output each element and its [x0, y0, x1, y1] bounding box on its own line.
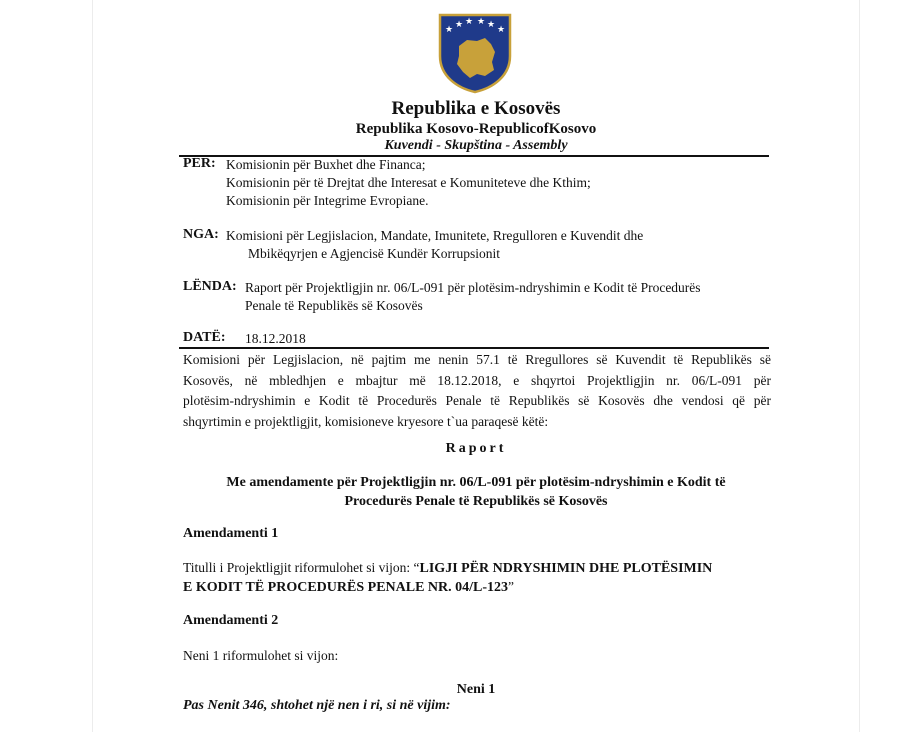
report-heading: Raport [445, 441, 507, 456]
kosovo-coat-of-arms-icon [437, 12, 513, 94]
intro-line: Kosovës, në mbledhjen e mbajtur më 18.12.2018, e shqyrtoi Projektligjin nr. 06/L-091 për [183, 372, 771, 388]
article-intro: Pas Nenit 346, shtohet një nen i ri, si në vijim: [183, 698, 451, 713]
intro-line: plotësim-ndryshimin e Kodit të Procedurës Penale të Republikës së Kosovës dhe vendosi që për [183, 393, 771, 408]
amendment-2-text: Neni 1 riformulohet si vijon: [183, 648, 339, 663]
date-divider [179, 347, 769, 349]
document-page [92, 0, 860, 732]
amendment-2-title: Amendamenti 2 [183, 613, 279, 628]
amendment-1-new-title: E KODIT TË PROCEDURËS PENALE NR. 04/L-123 [183, 580, 509, 595]
report-subheading-line: Me amendamente për Projektligjin nr. 06/L-091 për plotësim-ndryshimin e Kodit të [226, 475, 726, 490]
amendment-1-text-prefix: Titulli i Projektligjit riformulohet si vijon: “ [183, 560, 420, 575]
amendment-1-text-line [183, 579, 514, 596]
amendment-1-title: Amendamenti 1 [183, 526, 279, 541]
lenda-label: LËNDA: [183, 279, 237, 294]
nga-label: NGA: [183, 227, 219, 242]
report-subheading-line: Procedurës Penale të Republikës së Kosovës [344, 494, 608, 509]
svg-text:★: ★ [476, 17, 486, 27]
nga-line: Mbikëqyrjen e Agjencisë Kundër Korrupsionit [248, 246, 500, 261]
svg-text:★: ★ [464, 17, 474, 27]
intro-line: shqyrtimin e projektligjit, komisioneve kryesore t`ua paraqesë këtë: [183, 413, 549, 429]
date-value: 18.12.2018 [245, 331, 306, 346]
per-line: Komisionin për Integrime Evropiane. [226, 193, 429, 208]
per-line: Komisionin për të Drejtat dhe Interesat e Komuniteteve dhe Kthim; [226, 175, 591, 190]
lenda-line: Penale të Republikës së Kosovës [245, 298, 423, 313]
per-line: Komisionin për Buxhet dhe Financa; [226, 157, 426, 172]
intro-paragraph [183, 350, 771, 432]
intro-line: Komisioni për Legjislacion, në pajtim me nenin 57.1 të Rregullores së Kuvendit të Republikës së [183, 352, 771, 367]
lenda-line: Raport për Projektligjin nr. 06/L-091 për plotësim-ndryshimin e Kodit të Procedurës [245, 280, 701, 295]
header-assembly: Kuvendi - Skupština - Assembly [384, 138, 568, 153]
header-subtitle: Republika Kosovo-RepublicofKosovo [355, 121, 597, 137]
svg-text:★: ★ [496, 25, 506, 35]
per-label: PËR: [183, 156, 216, 171]
report-subheading [93, 473, 859, 511]
date-label: DATË: [183, 330, 226, 345]
amendment-1-text-suffix: ” [508, 579, 515, 594]
amendment-1-new-title: LIGJI PËR NDRYSHIMIN DHE PLOTËSIMIN [419, 561, 713, 576]
svg-text:★: ★ [454, 20, 464, 30]
article-title: Neni 1 [456, 682, 496, 697]
amendment-1-text-line [183, 560, 712, 577]
header-title: Republika e Kosovës [391, 98, 561, 119]
nga-line: Komisioni për Legjislacion, Mandate, Imunitete, Rregulloren e Kuvendit dhe [226, 228, 644, 243]
svg-text:★: ★ [444, 25, 454, 35]
svg-text:★: ★ [486, 20, 496, 30]
